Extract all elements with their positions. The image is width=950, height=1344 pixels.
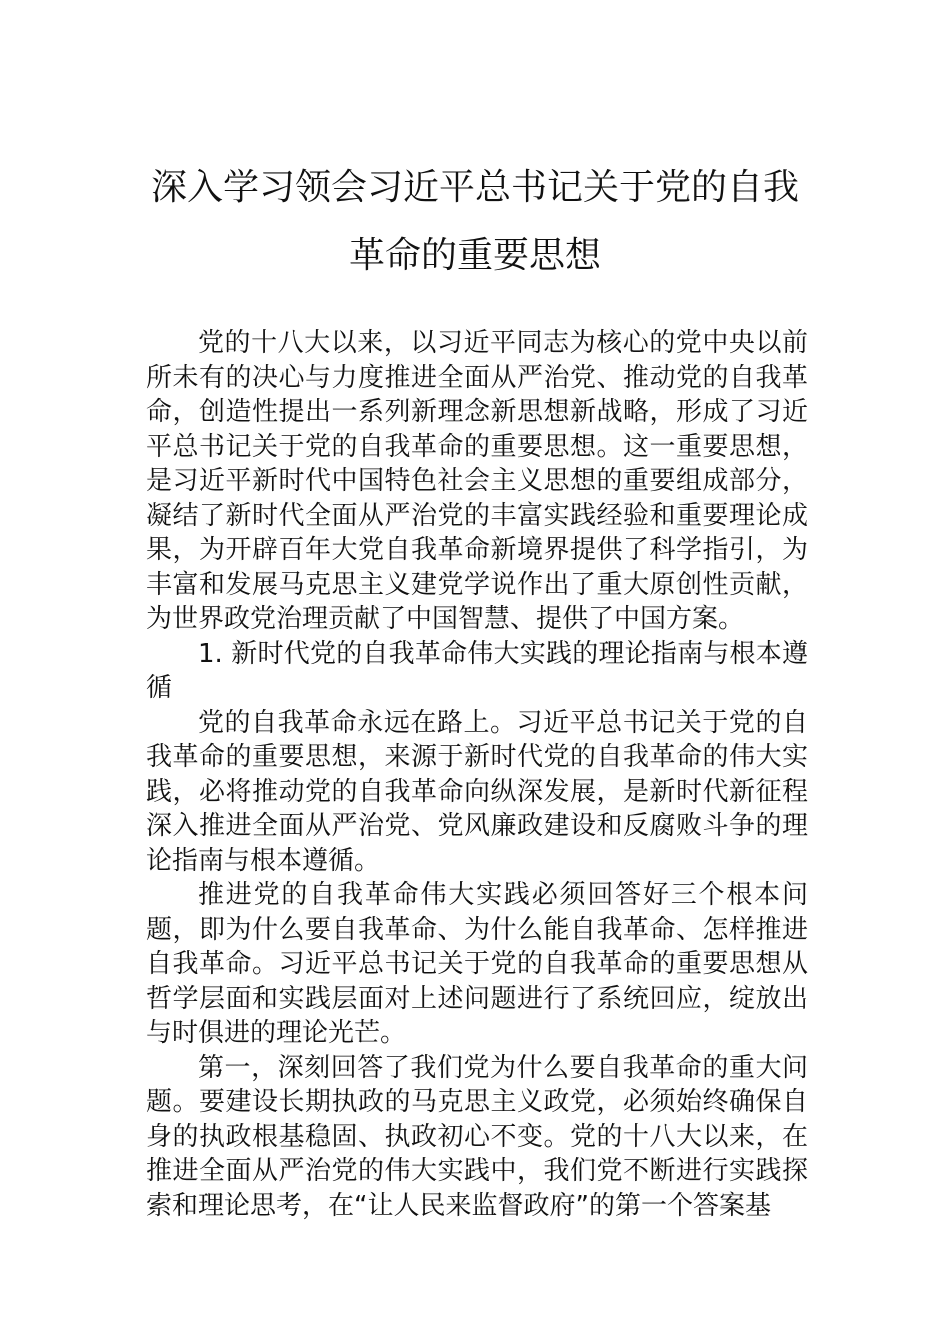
document-title-line1: 深入学习领会习近平总书记关于党的自我: [150, 167, 799, 208]
paragraph-first-point: 第一，深刻回答了我们党为什么要自我革命的重大问题。要建设长期执政的马克思主义政党，必须始终确保自身的执政根基稳固、执政初心不变。党的十八大以来，在推进全面从严治党的伟大实践中，我们党不断进行实践探索和理论思考，在“让人民来监督政府”的第一个答案基: [146, 1052, 808, 1221]
document-body: [146, 326, 808, 1223]
paragraph-section1: 党的自我革命永远在路上。习近平总书记关于党的自我革命的重要思想，来源于新时代党的自我革命的伟大实践，必将推动党的自我革命向纵深发展，是新时代新征程深入推进全面从严治党、党风廉政建设和反腐败斗争的理论指南与根本遵循。: [146, 707, 808, 876]
section-heading-1: 1. 新时代党的自我革命伟大实践的理论指南与根本遵循: [146, 638, 808, 703]
paragraph-three-questions: 推进党的自我革命伟大实践必须回答好三个根本问题，即为什么要自我革命、为什么能自我革命、怎样推进自我革命。习近平总书记关于党的自我革命的重要思想从哲学层面和实践层面对上述问题进行了系统回应，绽放出与时俱进的理论光芒。: [146, 880, 808, 1048]
paragraph-intro: 党的十八大以来，以习近平同志为核心的党中央以前所未有的决心与力度推进全面从严治党、推动党的自我革命，创造性提出一系列新理念新思想新战略，形成了习近平总书记关于党的自我革命的重要思想。这一重要思想，是习近平新时代中国特色社会主义思想的重要组成部分，凝结了新时代全面从严治党的丰富实践经验和重要理论成果，为开辟百年大党自我革命新境界提供了科学指引，为丰富和发展马克思主义建党学说作出了重大原创性贡献，为世界政党治理贡献了中国智慧、提供了中国方案。: [146, 328, 808, 634]
document-title-line2: 革命的重要思想: [348, 235, 601, 276]
